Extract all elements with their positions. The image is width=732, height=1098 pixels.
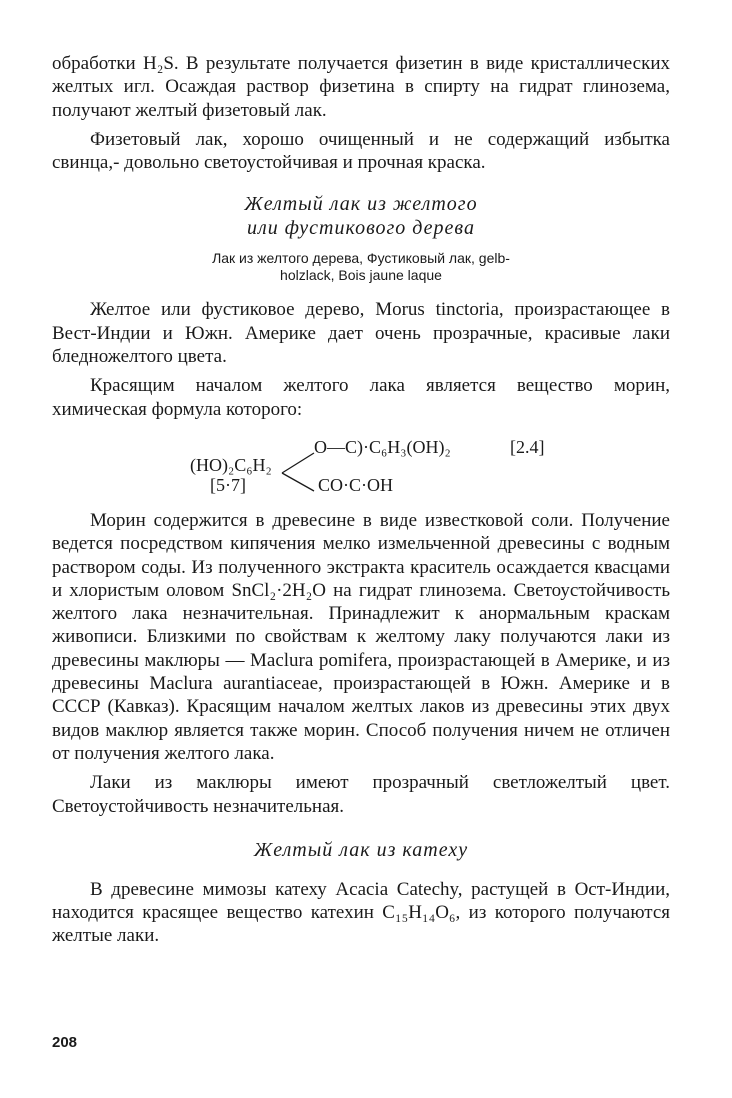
formula-top-bracket: [2.4] xyxy=(510,436,545,457)
page-content xyxy=(52,52,670,948)
formula-middle: (HO)₂C₆H₂ xyxy=(190,454,272,475)
paragraph-morin-details: Морин содержится в древесине в виде известковой соли. Получение ведется посредством кипячения мелко измельченной древесины с водным раствором соды. Из полученного экстракта краситель осаждается квасцами и хлористым оловом SnCl₂·2H₂O на гидрат глинозема. Светоустойчивость желтого лака незначительная. Принадлежит к анормальным краскам живописи. Близкими по свойствам к желтому лаку получаются лаки из древесины маклюры — Maclura pomifera, произрастающей в Америке, и из древесины Maclura aurantiaceae, произрастающей в Южн. Америке и в СССР (Кавказ). Красящим началом желтых лаков из древесины этих двух видов маклюр является также морин. Способ получения ничем не отличен от получения желтого лака. xyxy=(52,509,670,764)
paragraph-maclura-lakes: Лаки из маклюры имеют прозрачный светложелтый цвет. Светоустойчивость незначительная. xyxy=(52,772,670,817)
paragraph-morus: Желтое или фустиковое дерево, Morus tinctoria, произрастающее в Вест-Индии и Южн. Америке дает очень прозрачные, красивые лаки бледножелтого цвета. xyxy=(52,299,670,368)
synonyms-line2: holzlack, Bois jaune laque xyxy=(280,267,442,284)
section-title-yellow-wood-line1: Желтый лак из желтого xyxy=(244,193,478,216)
formula-top: O—C)·C₆H₃(OH)₂ xyxy=(314,436,451,457)
section-title-yellow-wood-line2: или фустикового дерева xyxy=(247,217,475,240)
paragraph-catechu: В древесине мимозы катеху Acacia Catechy, растущей в Ост-Индии, находится красящее вещество катехин C₁₅H₁₄O₆, из которого получаются желтые лаки. xyxy=(52,878,670,947)
paragraph-fisetin-lake: Физетовый лак, хорошо очищенный и не содержащий избытка свинца,- довольно светоустойчивая и прочная краска. xyxy=(52,128,670,174)
synonyms-line1: Лак из желтого дерева, Фустиковый лак, gelb- xyxy=(212,250,510,267)
morin-formula xyxy=(52,431,670,495)
paragraph-fisetin: обработки H₂S. В результате получается физетин в виде кристаллических желтых игл. Осаждая раствор физетина в спирту на гидрат глинозема, получают желтый физетовый лак. xyxy=(52,53,670,121)
page-number: 208 xyxy=(52,1034,78,1051)
formula-bottom-left: [5·7] xyxy=(210,474,246,495)
paragraph-morin-intro: Красящим началом желтого лака является вещество морин, химическая формула которого: xyxy=(52,375,670,420)
section-title-catechu: Желтый лак из катеху xyxy=(253,838,469,861)
formula-bottom: CO·C·OH xyxy=(318,474,393,495)
